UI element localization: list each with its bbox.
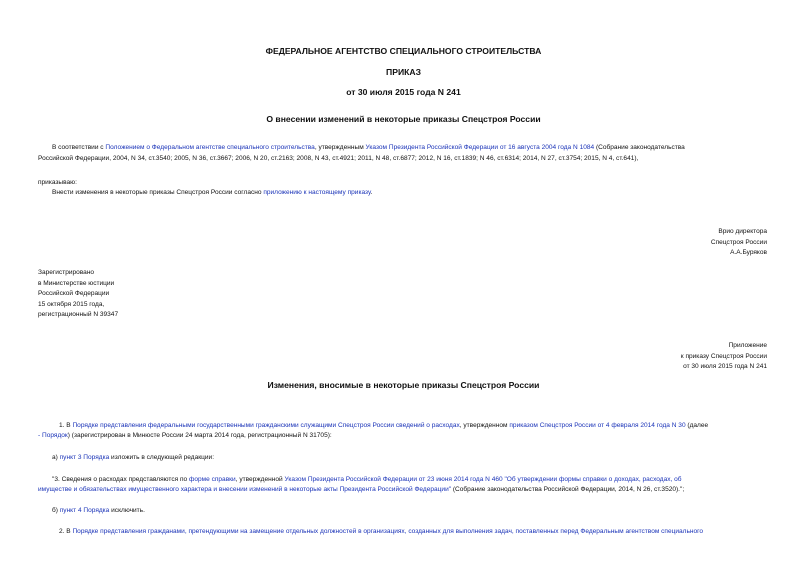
item-b: б) пункт 4 Порядка исключить. [52, 507, 145, 514]
link-point-3[interactable]: пункт 3 Порядка [59, 454, 110, 461]
item-1-line1: 1. В Порядке представления федеральными государственными гражданскими служащими Спецстроя России сведений о расходах, утвержденном приказом Спецстроя России от 4 февраля 2014 года N 30 (далее [59, 422, 709, 429]
link-decree-460-cont[interactable]: имуществе и обязательствах имущественного характера и внесении изменений в некоторые акты Президента Российской Федерации" [38, 486, 452, 493]
link-order-30[interactable]: приказом Спецстроя России от 4 февраля 2014 года N 30 [509, 422, 686, 429]
link-citizens-procedure[interactable]: Порядке представления гражданами, претендующими на замещение отдельных должностей в организациях, созданных для выполнения задач, поставленных перед Федеральным агентством специального [72, 528, 704, 535]
signature-org: Спецстроя России [710, 238, 767, 246]
link-decree-460[interactable]: Указом Президента Российской Федерации от 23 июня 2014 года N 460 "Об утверждении формы справки о доходах, расходах, об [284, 476, 682, 483]
preamble-paragraph: В соответствии с Положением о Федеральном агентстве специального строительства, утвержденным Указом Президента Российской Федерации от 16 августа 2004 года N 1084 (Собрание законодательства [52, 144, 685, 151]
action-paragraph: Внести изменения в некоторые приказы Спецстроя России согласно приложению к настоящему приказу. [52, 189, 373, 196]
registration-block: Зарегистрировано в Министерстве юстиции Российской Федерации 15 октября 2015 года, регистрационный N 39347 [38, 269, 119, 319]
order-word: приказываю: [38, 179, 77, 186]
link-appendix[interactable]: приложению к настоящему приказу [263, 189, 371, 196]
link-point-4[interactable]: пункт 4 Порядка [59, 507, 110, 514]
doc-date-number: от 30 июля 2015 года N 241 [346, 87, 461, 97]
link-form-certificate[interactable]: форме справки [188, 476, 236, 483]
signature-name: А.А.Буряков [730, 249, 767, 257]
quote-line2: имуществе и обязательствах имущественного характера и внесении изменений в некоторые акты Президента Российской Федерации" (Собрание законодательства Российской Федерации, 2014, N 26, ст.3520)."; [38, 486, 685, 493]
doc-title: О внесении изменений в некоторые приказы Спецстроя России [266, 114, 541, 124]
doc-type-heading: ПРИКАЗ [386, 67, 421, 77]
link-decree-1084[interactable]: Указом Президента Российской Федерации от 16 августа 2004 года N 1084 [365, 144, 595, 151]
link-procedure-short[interactable]: - Порядок [38, 432, 68, 439]
appendix-header: Приложение к приказу Спецстроя России от 30 июля 2015 года N 241 [680, 342, 767, 371]
quote-line1: "3. Сведения о расходах представляются по форме справки, утвержденной Указом Президента Российской Федерации от 23 июня 2014 года N 460 "Об утверждении формы справки о доходах, расходах, об [52, 476, 682, 483]
preamble-paragraph-line2: Российской Федерации, 2004, N 34, ст.3540; 2005, N 36, ст.3667; 2006, N 20, ст.2163; 2008, N 43, ст.4921; 2011, N 48, ст.6877; 2012, N 16, ст.1839; N 46, ст.6314; 2014, N 27, ст.3754; 2015, N 4, ст.641), [38, 155, 639, 162]
link-expenses-procedure[interactable]: Порядке представления федеральными государственными гражданскими служащими Спецстроя России сведений о расходах [72, 422, 460, 429]
agency-heading: ФЕДЕРАЛЬНОЕ АГЕНТСТВО СПЕЦИАЛЬНОГО СТРОИТЕЛЬСТВА [265, 46, 542, 56]
item-a: а) пункт 3 Порядка изложить в следующей редакции: [52, 454, 215, 461]
item-1-line2: - Порядок) (зарегистрирован в Минюсте России 24 марта 2014 года, регистрационный N 31705): [38, 432, 332, 439]
signature-block [711, 227, 767, 259]
appendix-title: Изменения, вносимые в некоторые приказы Спецстроя России [267, 380, 540, 390]
link-regulation-agency[interactable]: Положением о Федеральном агентстве специального строительства [105, 144, 315, 151]
signature-role: Врио директора [718, 228, 767, 235]
item-2-line1: 2. В Порядке представления гражданами, претендующими на замещение отдельных должностей в организациях, созданных для выполнения задач, поставленных перед Федеральным агентством специального [59, 528, 704, 535]
